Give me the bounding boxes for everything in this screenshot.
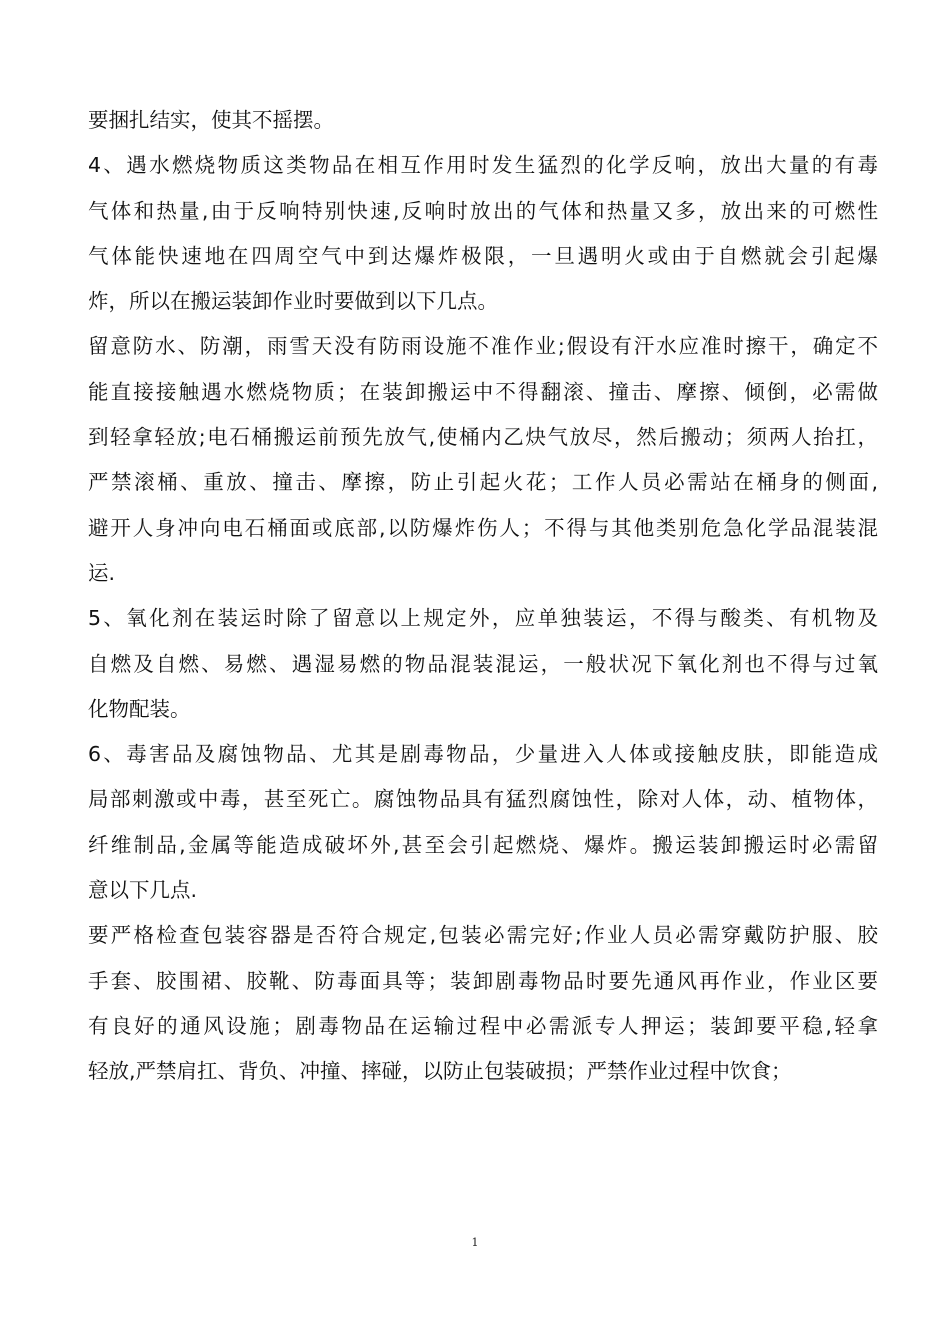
text-line: 手套、胶围裙、胶靴、防毒面具等；装卸剧毒物品时要先通风再作业，作业区要 xyxy=(88,968,878,993)
text-line: 留意防水、防潮，雨雪天没有防雨设施不准作业;假设有汗水应准时擦干，确定不 xyxy=(88,334,878,359)
text-line: 4、遇水燃烧物质这类物品在相互作用时发生猛烈的化学反响，放出大量的有毒 xyxy=(88,153,878,178)
text-line: 5、氧化剂在装运时除了留意以上规定外，应单独装运，不得与酸类、有机物及 xyxy=(88,606,878,631)
text-line: 要严格检查包装容器是否符合规定,包装必需完好;作业人员必需穿戴防护服、胶 xyxy=(88,923,878,948)
text-line: 严禁滚桶、重放、撞击、摩擦，防止引起火花；工作人员必需站在桶身的侧面, xyxy=(88,470,878,495)
text-line: 运. xyxy=(88,560,116,585)
text-line: 意以下几点. xyxy=(88,878,198,903)
text-line: 到轻拿轻放;电石桶搬运前预先放气,使桶内乙炔气放尽，然后搬动；须两人抬扛， xyxy=(88,425,878,450)
text-line: 气体和热量,由于反响特别快速,反响时放出的气体和热量又多，放出来的可燃性 xyxy=(88,198,878,223)
text-line: 能直接接触遇水燃烧物质；在装卸搬运中不得翻滚、撞击、摩擦、倾倒，必需做 xyxy=(88,379,878,404)
body-text xyxy=(88,98,878,1095)
text-line: 轻放,严禁肩扛、背负、冲撞、摔碰，以防止包装破损；严禁作业过程中饮食； xyxy=(88,1059,792,1084)
text-line: 化物配装。 xyxy=(88,696,191,721)
page-number: 1 xyxy=(471,1236,479,1249)
text-line: 要捆扎结实，使其不摇摆。 xyxy=(88,108,334,132)
text-line: 避开人身冲向电石桶面或底部,以防爆炸伤人；不得与其他类别危急化学品混装混 xyxy=(88,515,878,540)
text-line: 6、毒害品及腐蚀物品、尤其是剧毒物品，少量进入人体或接触皮肤，即能造成 xyxy=(88,742,878,767)
text-line: 局部刺激或中毒，甚至死亡。腐蚀物品具有猛烈腐蚀性，除对人体，动、植物体， xyxy=(88,787,878,812)
text-line: 自燃及自燃、易燃、遇湿易燃的物品混装混运，一般状况下氧化剂也不得与过氧 xyxy=(88,651,878,676)
text-line: 气体能快速地在四周空气中到达爆炸极限，一旦遇明火或由于自燃就会引起爆 xyxy=(88,243,878,268)
text-line: 有良好的通风设施；剧毒物品在运输过程中必需派专人押运；装卸要平稳,轻拿 xyxy=(88,1013,878,1038)
text-line: 炸，所以在搬运装卸作业时要做到以下几点。 xyxy=(88,289,498,314)
text-line: 纤维制品,金属等能造成破坏外,甚至会引起燃烧、爆炸。搬运装卸搬运时必需留 xyxy=(88,832,878,857)
